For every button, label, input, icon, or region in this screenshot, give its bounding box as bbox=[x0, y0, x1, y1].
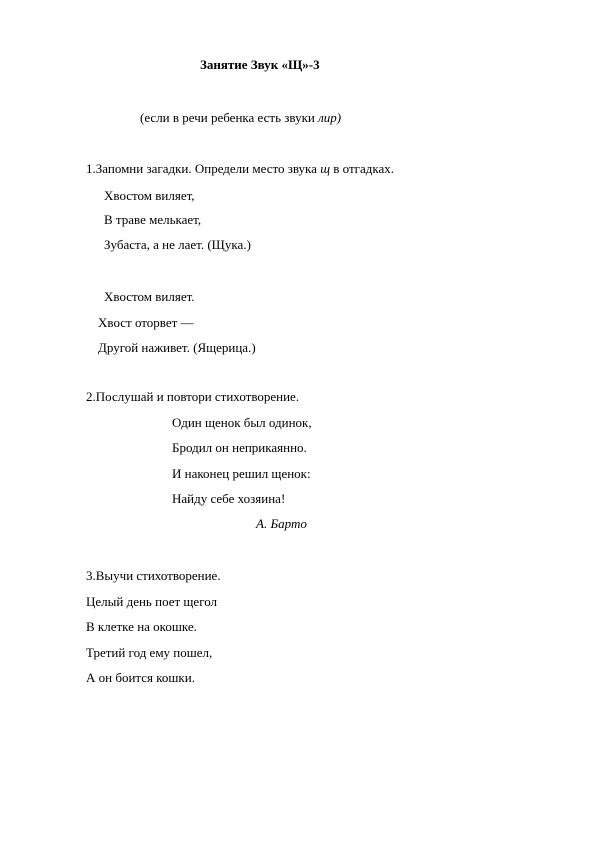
poem3-line: А он боится кошки. bbox=[86, 670, 195, 685]
page-title: Занятие Звук «Щ»-3 bbox=[200, 57, 320, 72]
subtitle bbox=[140, 110, 341, 126]
task2-instruction: 2.Послушай и повтори стихотворение. bbox=[86, 389, 300, 404]
riddle2-line: Другой наживет. (Ящерица.) bbox=[98, 340, 256, 355]
task1-instruction-end: в отгадках. bbox=[330, 161, 395, 176]
poem3-line: В клетке на окошке. bbox=[86, 619, 197, 634]
poem2-line: Бродил он неприкаянно. bbox=[172, 440, 307, 455]
poem3-line: Третий год ему пошел, bbox=[86, 645, 213, 660]
riddle1-line: Зубаста, а не лает. (Щука.) bbox=[104, 237, 251, 252]
task1-instruction-text: 1.Запомни загадки. Определи место звука bbox=[86, 161, 321, 176]
riddle2-line: Хвост оторвет — bbox=[98, 315, 194, 330]
task1-instruction-sound: щ bbox=[320, 161, 331, 176]
task1-instruction bbox=[86, 161, 394, 177]
poem2-author: А. Барто bbox=[256, 516, 307, 531]
task3-instruction: 3.Выучи стихотворение. bbox=[86, 568, 221, 583]
poem2-line: И наконец решил щенок: bbox=[172, 466, 311, 481]
subtitle-italic-sounds: лир) bbox=[318, 110, 342, 125]
poem2-line: Найду себе хозяина! bbox=[172, 491, 286, 506]
poem2-line: Один щенок был одинок, bbox=[172, 415, 312, 430]
riddle2-line: Хвостом виляет. bbox=[104, 289, 195, 304]
riddle1-line: В траве мелькает, bbox=[104, 212, 202, 227]
subtitle-text: (если в речи ребенка есть звуки bbox=[140, 110, 319, 125]
poem3-line: Целый день поет щегол bbox=[86, 594, 218, 609]
riddle1-line: Хвостом виляет, bbox=[104, 188, 195, 203]
